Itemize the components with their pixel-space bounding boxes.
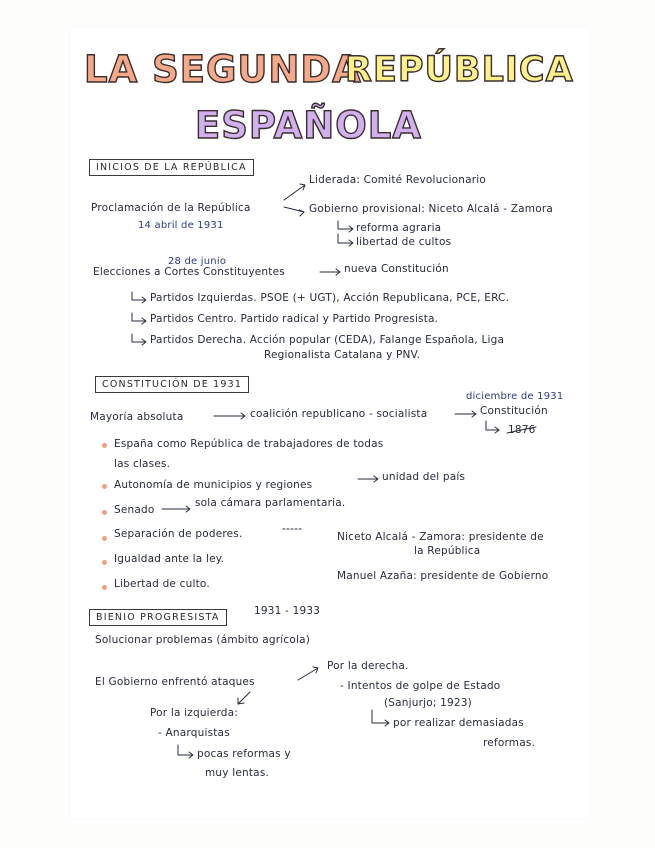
bullet-espana-text: España como República de trabajadores de todas: [114, 438, 384, 450]
section-heading-constitucion-label: CONSTITUCIÓN DE 1931: [102, 379, 243, 390]
solucionar-text: Solucionar problemas (ámbito agrícola): [95, 634, 311, 646]
title-part-2: REPÚBLICA: [345, 50, 574, 90]
nueva-constitucion-text: nueva Constitución: [344, 263, 449, 275]
bullet-separacion-text: Separación de poderes.: [114, 528, 243, 540]
sanjurjo-text: (Sanjurjo; 1923): [384, 697, 472, 709]
diciembre-date: diciembre de 1931: [466, 391, 564, 402]
proclamacion-text: Proclamación de la República: [91, 202, 251, 214]
bullet-dot: [102, 443, 107, 448]
liderada-text: Liderada: Comité Revolucionario: [309, 174, 486, 186]
muy-lentas-text: muy lentas.: [205, 767, 270, 779]
partidos-izquierdas-text: Partidos Izquierdas. PSOE (+ UGT), Acción Republicana, PCE, ERC.: [150, 292, 510, 304]
realizar-reformas-text: por realizar demasiadas: [393, 717, 524, 729]
elecciones-text: Elecciones a Cortes Constituyentes: [93, 266, 285, 278]
sola-camara-text: sola cámara parlamentaria.: [195, 497, 346, 509]
partidos-centro-text: Partidos Centro. Partido radical y Partido Progresista.: [150, 313, 439, 325]
proclamacion-date: 14 abril de 1931: [138, 220, 224, 231]
reforma-agraria-text: reforma agraria: [356, 222, 442, 234]
bullet-autonomia-text: Autonomía de municipios y regiones: [114, 479, 313, 491]
section-heading-bienio: [89, 609, 227, 626]
bullet-dot: [102, 510, 107, 515]
libertad-cultos-text: libertad de cultos: [356, 236, 452, 248]
bullet-dot: [102, 536, 107, 541]
anarquistas-text: - Anarquistas: [158, 727, 230, 739]
bullet-dot: [102, 560, 107, 565]
section-heading-bienio-label: BIENIO PROGRESISTA: [96, 612, 220, 623]
title-part-1: LA SEGUNDA: [84, 48, 362, 91]
gobierno-ataques-text: El Gobierno enfrentó ataques: [95, 676, 255, 688]
bullet-dot: [102, 585, 107, 590]
section-heading-inicios-label: INICIOS DE LA REPÚBLICA: [96, 162, 247, 173]
constitucion-text: Constitución: [480, 405, 548, 417]
niceto-presidente-text-2: la República: [414, 545, 481, 557]
bienio-years: 1931 - 1933: [254, 605, 321, 617]
bullet-senado-text: Senado: [114, 504, 155, 516]
niceto-presidente-text: Niceto Alcalá - Zamora: presidente de: [337, 531, 544, 543]
year-1876-text: 1876: [508, 424, 536, 436]
bullet-espana-text-2: las clases.: [114, 458, 171, 470]
bullet-dot: [102, 484, 107, 489]
section-heading-inicios: [89, 159, 254, 176]
coalicion-text: coalición republicano - socialista: [250, 408, 428, 420]
mayoria-text: Mayoría absoluta: [90, 411, 184, 423]
partidos-derecha-text: Partidos Derecha. Acción popular (CEDA), Falange Española, Liga: [150, 334, 505, 346]
intentos-golpe-text: - Intentos de golpe de Estado: [340, 680, 501, 692]
unidad-pais-text: unidad del país: [382, 471, 466, 483]
reformas-text: reformas.: [483, 737, 536, 749]
azana-presidente-text: Manuel Azaña: presidente de Gobierno: [337, 570, 549, 582]
por-la-derecha-text: Por la derecha.: [327, 660, 409, 672]
bullet-igualdad-text: Igualdad ante la ley.: [114, 553, 225, 565]
gobierno-provisional-text: Gobierno provisional: Niceto Alcalá - Zamora: [309, 203, 553, 215]
section-heading-constitucion: [95, 376, 249, 393]
junio-date: 28 de junio: [168, 256, 227, 267]
partidos-derecha-text-2: Regionalista Catalana y PNV.: [264, 349, 421, 361]
por-la-izquierda-text: Por la izquierda:: [150, 707, 239, 719]
bullet-libertad-text: Libertad de culto.: [114, 578, 210, 590]
pocas-reformas-text: pocas reformas y: [197, 748, 291, 760]
title-part-3: ESPAÑOLA: [195, 104, 422, 147]
